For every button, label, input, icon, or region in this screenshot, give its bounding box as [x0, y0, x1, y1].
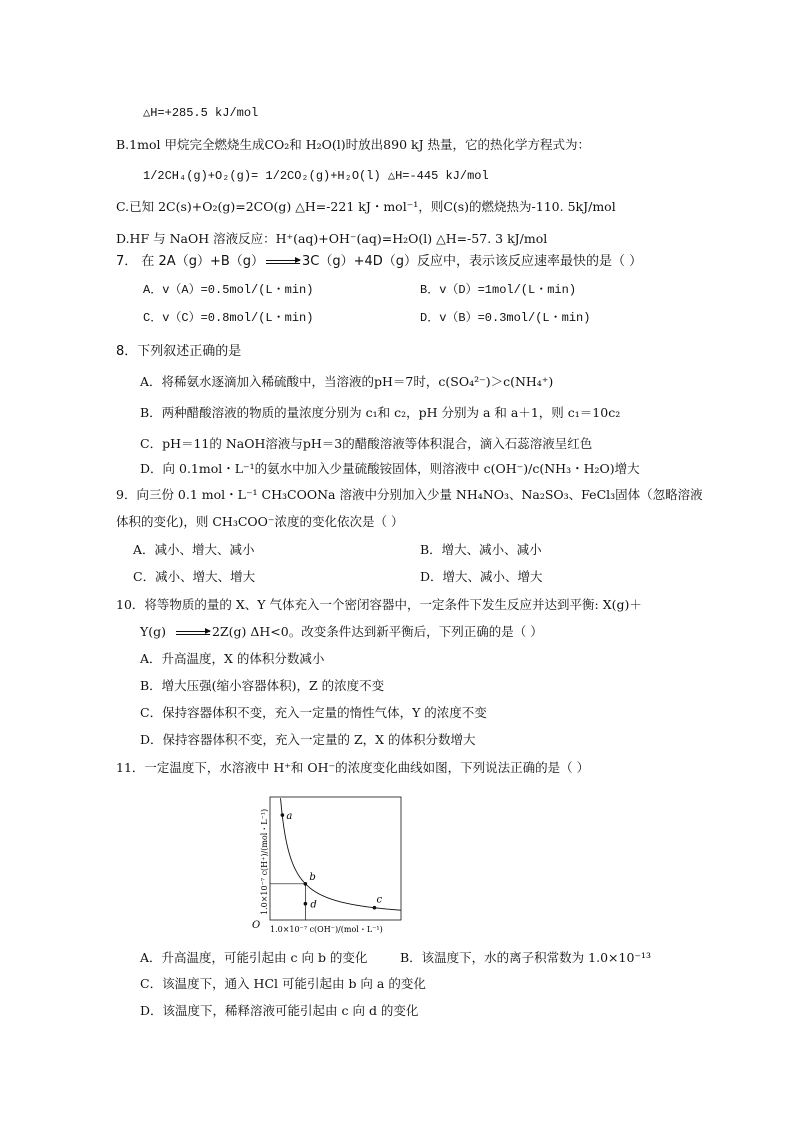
- chart-point-label-a: a: [286, 811, 293, 823]
- q11-option-c: C．该温度下，通入 HCl 可能引起由 b 向 a 的变化: [140, 976, 426, 991]
- equilibrium-arrow-icon: [176, 628, 210, 638]
- q10-option-a: A．升高温度，X 的体积分数减小: [140, 651, 325, 666]
- option-b-equation: 1/2CH₄(g)+O₂(g)= 1/2CO₂(g)+H₂O(l) △H=-445 kJ/mol: [143, 169, 489, 183]
- chart-point-label-c: c: [376, 894, 383, 906]
- q7-option-a: A．v（A）=0.5mol/(L・min): [143, 283, 314, 297]
- chart-y-axis-label: 1.0×10⁻⁷ c(H⁺)/(mol・L⁻¹): [260, 808, 269, 915]
- q7-stem-left: 7． 在 2A（g）+B（g）: [116, 254, 265, 269]
- chart-point-label-b: b: [309, 871, 316, 883]
- chart-point-d: [304, 902, 308, 906]
- q9-stem-line2: 体积的变化)，则 CH₃COO⁻浓度的变化依次是（ ）: [116, 514, 404, 529]
- water-ion-product-chart: [248, 785, 408, 935]
- q11-stem: 11．一定温度下，水溶液中 H⁺和 OH⁻的浓度变化曲线如图，下列说法正确的是（ ）: [116, 760, 590, 775]
- q11-option-a: A．升高温度，可能引起由 c 向 b 的变化: [140, 950, 368, 965]
- q8-stem: 8．下列叙述正确的是: [116, 344, 242, 359]
- q7-option-c: C．v（C）=0.8mol/(L・min): [143, 311, 314, 325]
- chart-point-b: [304, 882, 308, 886]
- chart-point-label-d: d: [310, 899, 317, 911]
- q8-option-c: C．pH＝11的 NaOH溶液与pH＝3的醋酸溶液等体积混合，滴入石蕊溶液呈红色: [140, 436, 593, 451]
- q8-option-b: B．两种醋酸溶液的物质的量浓度分别为 c₁和 c₂，pH 分别为 a 和 a＋1，则 c₁＝10c₂: [140, 405, 621, 420]
- q11-option-b: B．该温度下，水的离子积常数为 1.0×10⁻¹³: [400, 950, 652, 965]
- q11-option-d: D．该温度下，稀释溶液可能引起由 c 向 d 的变化: [140, 1003, 419, 1018]
- q7-stem: [116, 254, 642, 270]
- q10-stem-right: 2Z(g) ΔH<0。改变条件达到新平衡后，下列正确的是（ ）: [212, 624, 543, 639]
- chart-point-a: [281, 813, 285, 817]
- q10-stem-line1: 10．将等物质的量的 X、Y 气体充入一个密闭容器中，一定条件下发生反应并达到平衡: X(g)＋: [116, 597, 642, 612]
- q7-option-d: D．v（B）=0.3mol/(L・min): [420, 311, 591, 325]
- q7-option-b: B．v（D）=1mol/(L・min): [420, 283, 577, 297]
- option-d-statement: D.HF 与 NaOH 溶液反应：H⁺(aq)+OH⁻(aq)=H₂O(l) △H=-57. 3 kJ/mol: [116, 231, 548, 246]
- q9-stem-line1: 9．向三份 0.1 mol・L⁻¹ CH₃COONa 溶液中分别加入少量 NH₄NO₃、Na₂SO₃、FeCl₃固体（忽略溶液: [116, 487, 703, 502]
- option-c-statement: C.已知 2C(s)+O₂(g)=2CO(g) △H=-221 kJ・mol⁻¹，则C(s)的燃烧热为-110. 5kJ/mol: [116, 199, 616, 214]
- q8-option-d: D．向 0.1mol・L⁻¹的氨水中加入少量硫酸铵固体，则溶液中 c(OH⁻)/c(NH₃・H₂O)增大: [140, 461, 640, 476]
- q10-option-c: C．保持容器体积不变，充入一定量的惰性气体，Y 的浓度不变: [140, 705, 487, 720]
- q9-option-a: A．减小、增大、减小: [133, 542, 255, 557]
- chart-origin-label: O: [252, 920, 261, 931]
- q10-option-d: D．保持容器体积不变，充入一定量的 Z，X 的体积分数增大: [140, 732, 476, 747]
- q7-stem-right: 3C（g）+4D（g）反应中，表示该反应速率最快的是（ ）: [302, 254, 643, 269]
- chart-points: [281, 811, 383, 911]
- q9-option-d: D．增大、减小、增大: [420, 569, 543, 584]
- q9-option-c: C．减小、增大、增大: [133, 569, 256, 584]
- option-b-statement: B.1mol 甲烷完全燃烧生成CO₂和 H₂O(l)时放出890 kJ 热量，它的热化学方程式为：: [116, 137, 591, 152]
- chart-point-c: [373, 906, 377, 910]
- answer-a-enthalpy: △H=+285.5 kJ/mol: [143, 106, 259, 120]
- q9-option-b: B．增大、减小、减小: [420, 542, 542, 557]
- chart-x-axis-label: 1.0×10⁻⁷ c(OH⁻)/(mol・L⁻¹): [270, 925, 383, 934]
- q10-stem-left: Y(g): [140, 624, 167, 639]
- equilibrium-arrow-icon: [266, 257, 300, 267]
- q10-option-b: B．增大压强(缩小容器体积)，Z 的浓度不变: [140, 678, 385, 693]
- kw-curve: [281, 798, 401, 910]
- q8-option-a: A．将稀氨水逐滴加入稀硫酸中，当溶液的pH＝7时，c(SO₄²⁻)＞c(NH₄⁺): [140, 374, 554, 389]
- q10-stem-line2: [140, 624, 543, 640]
